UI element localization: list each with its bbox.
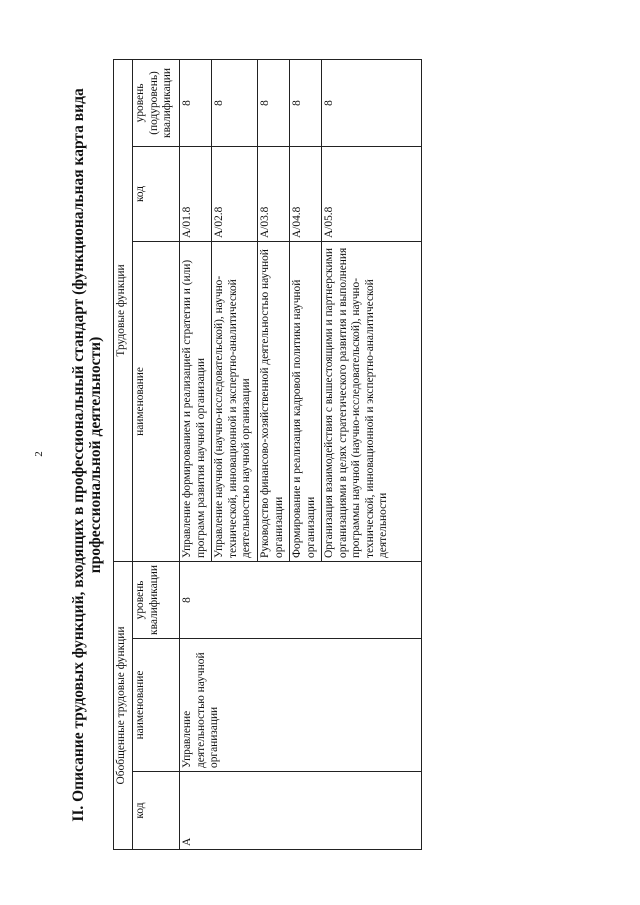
labor-code-cell: A/04.8 bbox=[290, 146, 322, 241]
gen-name-cell: Управление деятельностью научной организации bbox=[180, 639, 422, 772]
labor-code-cell: A/01.8 bbox=[180, 146, 212, 241]
page-number: 2 bbox=[32, 451, 45, 457]
header-gen-code: код bbox=[133, 772, 180, 850]
functions-table bbox=[113, 59, 422, 850]
title-line-1: II. Описание трудовых функций, входящих в профессиональный стандарт (функциональная карта вида bbox=[70, 88, 87, 822]
labor-name-cell: Управление формированием и реализацией стратегии и (или) программ развития научной организации bbox=[180, 241, 212, 561]
labor-name-cell: Организация взаимодействия с вышестоящими и партнерскими организациями в целях стратегического развития и выполнения программы научной (научно-исследовательской), научно-технической, инновационной и экспертно-аналитической деятельности bbox=[322, 241, 422, 561]
header-generalized: Обобщенные трудовые функции bbox=[114, 561, 133, 849]
labor-level-cell: 8 bbox=[212, 59, 258, 146]
gen-code-cell: А bbox=[180, 772, 422, 850]
labor-level-cell: 8 bbox=[258, 59, 290, 146]
labor-name-cell: Руководство финансово-хозяйственной деятельностью научной организации bbox=[258, 241, 290, 561]
document-title bbox=[68, 60, 112, 850]
header-row-columns bbox=[133, 59, 180, 849]
rotated-document bbox=[68, 60, 580, 850]
labor-level-cell: 8 bbox=[290, 59, 322, 146]
header-gen-level: уровень квалификации bbox=[133, 561, 180, 638]
table-row bbox=[180, 59, 212, 849]
labor-code-cell: A/05.8 bbox=[322, 146, 422, 241]
header-labor: Трудовые функции bbox=[114, 59, 133, 561]
labor-code-cell: A/03.8 bbox=[258, 146, 290, 241]
header-gen-name: наименование bbox=[133, 639, 180, 772]
title-line-2: профессиональной деятельности) bbox=[87, 336, 104, 574]
header-labor-code: код bbox=[133, 146, 180, 241]
labor-level-cell: 8 bbox=[180, 59, 212, 146]
header-row-groups bbox=[114, 59, 133, 849]
gen-level-cell: 8 bbox=[180, 561, 422, 638]
header-labor-name: наименование bbox=[133, 241, 180, 561]
labor-name-cell: Формирование и реализация кадровой политики научной организации bbox=[290, 241, 322, 561]
labor-name-cell: Управление научной (научно-исследовательской), научно-технической, инновационной и экспертно-аналитической деятельностью научной организации bbox=[212, 241, 258, 561]
header-labor-level: уровень (подуровень) квалификации bbox=[133, 59, 180, 146]
labor-code-cell: A/02.8 bbox=[212, 146, 258, 241]
labor-level-cell: 8 bbox=[322, 59, 422, 146]
